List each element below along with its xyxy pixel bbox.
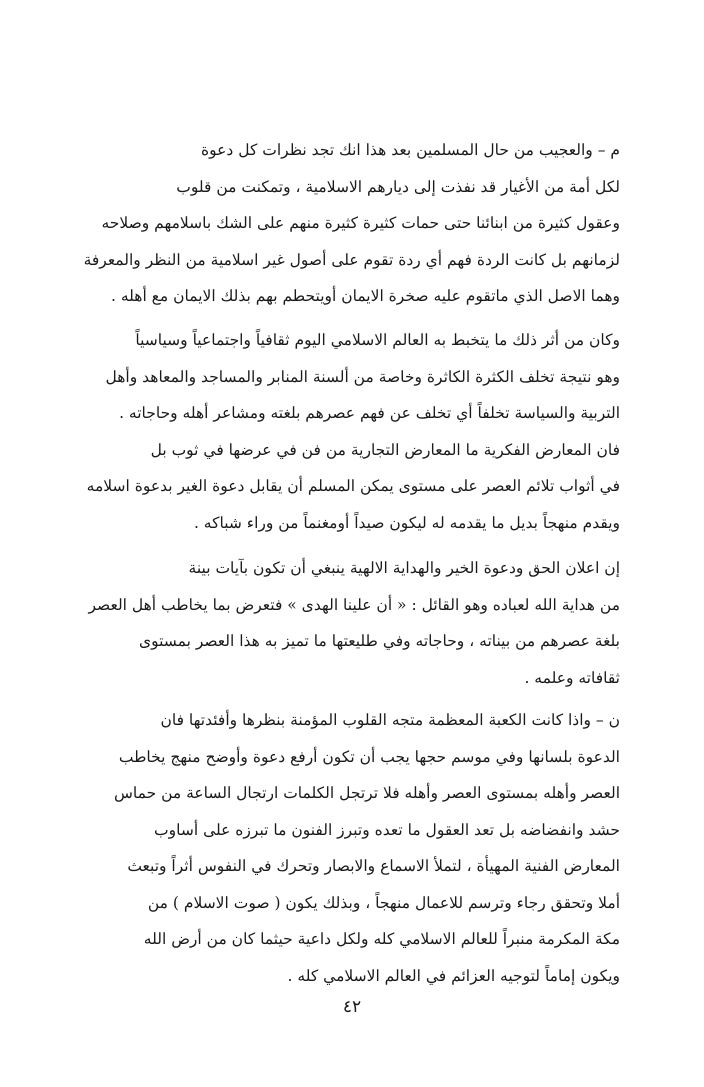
text-line: ن – واذا كانت الكعبة المعظمة متجه القلوب المؤمنة بنظرها وأفئدتها فان [160, 711, 620, 729]
text-line: أملا وتحقق رجاء وترسم للاعمال منهجاً ، وبذلك يكون ( صوت الاسلام ) من [147, 893, 620, 912]
text-line: بلغة عصرهم من بيناته ، وحاجاته وفي طليعتها ما تميز به هذا العصر بمستوى [138, 632, 620, 650]
text-line: م – والعجيب من حال المسلمين بعد هذا انك تجد نظرات كل دعوة [201, 141, 620, 159]
text-line: حشد وانفضاضه بل تعد العقول ما تعده وتبرز الفنون ما تبرزه على أساوب [154, 820, 620, 839]
text-line: ويكون إماماً لتوجيه العزائم في العالم الاسلامي كله . [287, 966, 620, 985]
text-line: الدعوة بلسانها وفي موسم حجها يجب أن تكون أرفع دعوة وأوضح منهج يخاطب [118, 747, 620, 766]
text-line: وهو نتيجة تخلف الكثرة الكاثرة وخاصة من ألسنة المنابر والمساجد والمعاهد وأهل [105, 367, 620, 386]
text-line: وعقول كثيرة من ابنائنا حتى حمات كثيرة كثيرة منهم على الشك باسلامهم وصلاحه [101, 214, 620, 232]
page-number: ٤٢ [342, 997, 362, 1017]
paragraph-mim [60, 132, 620, 315]
paragraph-proclamation [60, 550, 620, 696]
text-line: ثقافاته وعلمه . [524, 668, 620, 687]
paragraph-consequences [60, 322, 620, 541]
text-line: وهما الاصل الذي ماتقوم عليه صخرة الايمان أويتحطم بهم بذلك الايمان مع أهله . [110, 287, 620, 305]
text-line: إن اعلان الحق ودعوة الخير والهداية الالهية ينبغي أن تكون بآيات بينة [188, 559, 620, 577]
text-line: وكان من أثر ذلك ما يتخبط به العالم الاسلامي اليوم ثقافياً واجتماعياً وسياسياً [135, 331, 620, 349]
text-line: في أثواب تلائم العصر على مستوى يمكن المسلم أن يقابل دعوة الغير بدعوة اسلامه [86, 477, 620, 495]
text-line: العصر وأهله بمستوى العصر وأهله فلا ترتجل الكلمات ارتجال الساعة من حماس [113, 784, 620, 802]
text-line: من هداية الله لعباده وهو القائل : « أن علينا الهدى » فتعرض بما يخاطب أهل العصر [88, 595, 620, 614]
paragraph-nun [60, 702, 620, 994]
text-line: التربية والسياسة تخلفاً أي تخلف عن فهم عصرهم بلغته ومشاعر أهله وحاجاته . [119, 404, 620, 422]
text-line: لزمانهم بل كانت الردة فهم أي ردة تقوم على أصول غير اسلامية من النظر والمعرفة [83, 250, 620, 269]
text-line: المعارض الفنية المهيأة ، لتملأ الاسماع والابصار وتحرك في النفوس أثراً وتبعث [127, 857, 620, 875]
text-line: ويقدم منهجاً بديل ما يقدمه له ليكون صيداً أومغنماً من وراء شباكه . [193, 513, 620, 532]
text-line: فان المعارض الفكرية ما المعارض التجارية من فن في عرضها في ثوب بل [150, 440, 620, 459]
text-line: لكل أمة من الأغيار قد نفذت إلى ديارهم الاسلامية ، وتمكنت من قلوب [176, 177, 620, 196]
text-line: مكة المكرمة منبراً للعالم الاسلامي كله ولكل داعية حيثما كان من أرض الله [143, 930, 620, 948]
